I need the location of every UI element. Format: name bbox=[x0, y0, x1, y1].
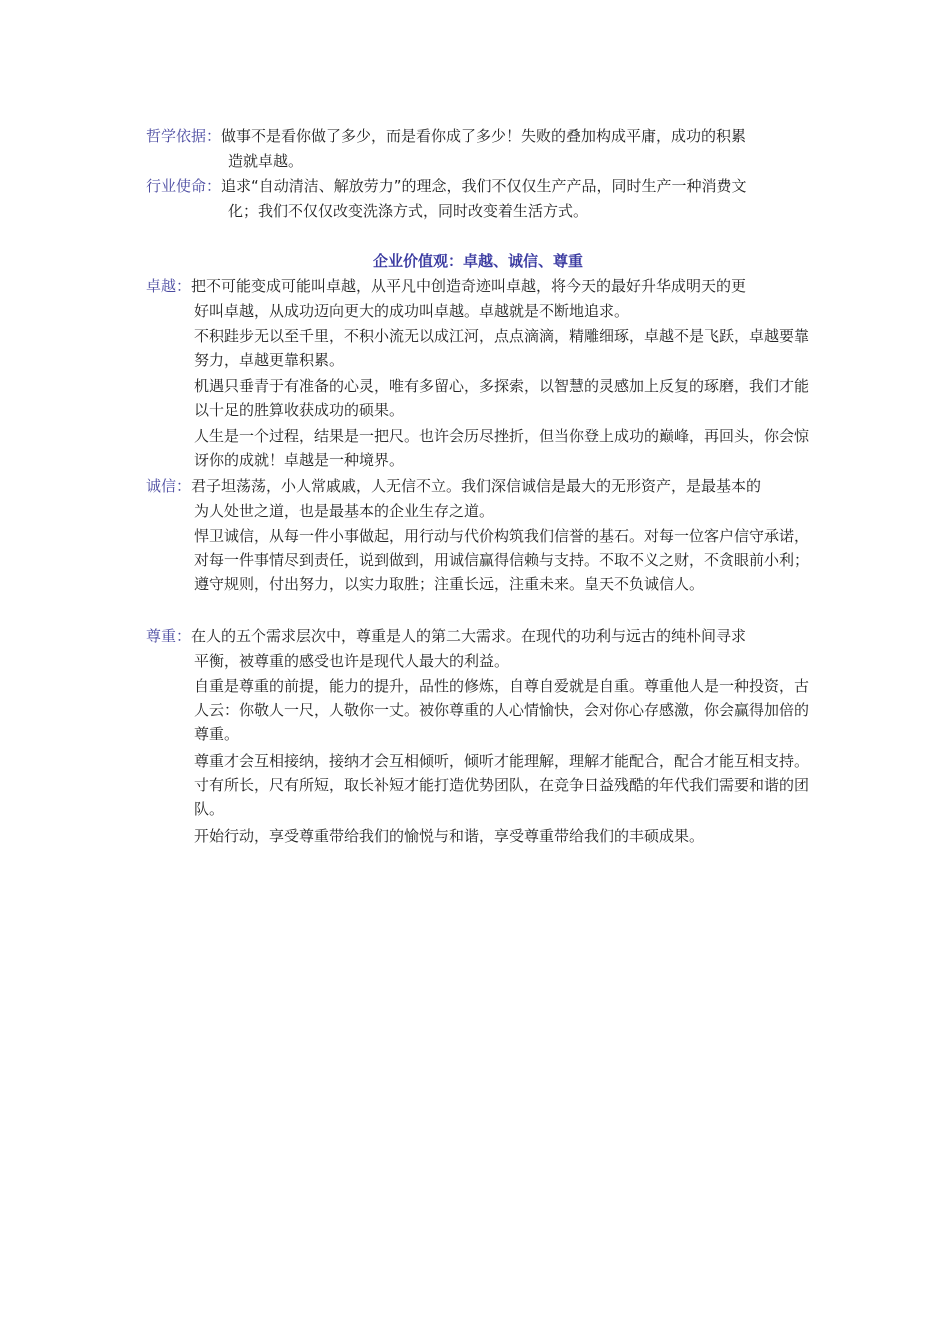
excellence-paragraph-4: 人生是一个过程，结果是一把尺。也许会历尽挫折，但当你登上成功的巅峰，再回头，你会惊讶你的成就！卓越是一种境界。 bbox=[194, 427, 810, 469]
excellence-paragraph-2: 不积跬步无以至千里，不积小流无以成江河，点点滴滴，精雕细琢，卓越不是飞跃，卓越要靠努力，卓越更靠积累。 bbox=[194, 327, 810, 369]
mission-line1: 追求“自动清洁、解放劳力”的理念，我们不仅仅生产产品，同时生产一种消费文 bbox=[221, 177, 747, 195]
respect-line1: 在人的五个需求层次中，尊重是人的第二大需求。在现代的功利与远古的纯朴间寻求 bbox=[191, 627, 747, 645]
philosophy-line1: 做事不是看你做了多少，而是看你成了多少！失败的叠加构成平庸，成功的积累 bbox=[221, 127, 747, 145]
integrity-paragraph-2: 悍卫诚信，从每一件小事做起，用行动与代价构筑我们信誉的基石。对每一位客户信守承诺，对每一件事情尽到责任，说到做到，用诚信赢得信赖与支持。不取不义之财，不贪眼前小利；遵守规则，付出努力，以实力取胜；注重长远，注重未来。皇天不负诚信人。 bbox=[194, 527, 810, 593]
excellence-entry bbox=[146, 274, 810, 298]
mission-entry bbox=[146, 174, 810, 198]
philosophy-entry bbox=[146, 124, 810, 148]
respect-entry bbox=[146, 624, 810, 648]
respect-paragraph-2: 自重是尊重的前提，能力的提升，品性的修炼，自尊自爱就是自重。尊重他人是一种投资，古人云：你敬人一尺，人敬你一丈。被你尊重的人心情愉快，会对你心存感激，你会赢得加倍的尊重。 bbox=[194, 677, 810, 743]
philosophy-label: 哲学依据： bbox=[146, 127, 222, 145]
integrity-label: 诚信： bbox=[146, 477, 192, 495]
integrity-entry bbox=[146, 474, 810, 498]
respect-label: 尊重： bbox=[146, 627, 192, 645]
excellence-line2: 好叫卓越，从成功迈向更大的成功叫卓越。卓越就是不断地追求。 bbox=[194, 302, 630, 320]
philosophy-line2: 造就卓越。 bbox=[228, 152, 304, 170]
integrity-line2: 为人处世之道，也是最基本的企业生存之道。 bbox=[194, 502, 495, 520]
respect-paragraph-3: 尊重才会互相接纳，接纳才会互相倾听，倾听才能理解，理解才能配合，配合才能互相支持。寸有所长，尺有所短，取长补短才能打造优势团队，在竞争日益残酷的年代我们需要和谐的团队。 bbox=[194, 752, 810, 818]
respect-line2: 平衡，被尊重的感受也许是现代人最大的利益。 bbox=[194, 652, 510, 670]
values-heading: 企业价值观：卓越、诚信、尊重 bbox=[372, 252, 583, 270]
excellence-line1: 把不可能变成可能叫卓越，从平凡中创造奇迹叫卓越，将今天的最好升华成明天的更 bbox=[191, 277, 747, 295]
excellence-paragraph-3: 机遇只垂青于有准备的心灵，唯有多留心，多探索，以智慧的灵感加上反复的琢磨，我们才能以十足的胜算收获成功的硕果。 bbox=[194, 377, 810, 419]
excellence-label: 卓越： bbox=[146, 277, 192, 295]
integrity-line1: 君子坦荡荡，小人常戚戚，人无信不立。我们深信诚信是最大的无形资产，是最基本的 bbox=[191, 477, 762, 495]
mission-label: 行业使命： bbox=[146, 177, 222, 195]
respect-paragraph-4: 开始行动，享受尊重带给我们的愉悦与和谐，享受尊重带给我们的丰硕成果。 bbox=[194, 827, 705, 845]
mission-line2: 化；我们不仅仅改变洗涤方式，同时改变着生活方式。 bbox=[228, 202, 589, 220]
